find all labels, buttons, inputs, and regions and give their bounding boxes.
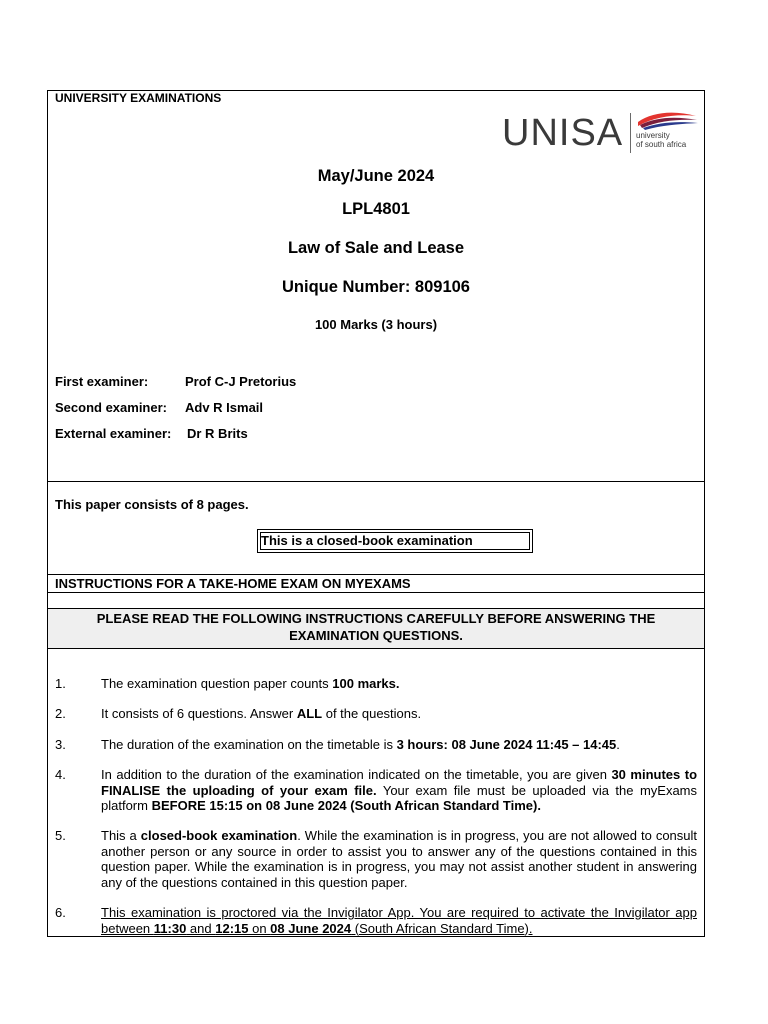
logo-swoosh-icon	[634, 110, 699, 132]
instruction-bold-run: 08 June 2024	[270, 920, 352, 936]
logo-wordmark: UNISA	[502, 112, 624, 154]
instruction-number: 1.	[55, 676, 66, 691]
instruction-run: In addition to the duration of the examination indicated on the timetable, you are given	[101, 767, 612, 782]
read-notice-line1: PLEASE READ THE FOLLOWING INSTRUCTIONS CAREFULLY BEFORE ANSWERING THE	[96, 611, 656, 626]
instruction-bold-run: 3 hours: 08 June 2024 11:45 – 14:45	[396, 737, 617, 752]
instruction-text	[101, 706, 697, 722]
page-count: This paper consists of 8 pages.	[55, 497, 249, 512]
examiner-label: External examiner:	[55, 426, 172, 441]
instruction-run: It consists of 6 questions. Answer	[101, 706, 297, 721]
unisa-logo	[502, 110, 697, 155]
logo-divider	[630, 113, 631, 153]
instruction-bold-run: 100 marks.	[332, 676, 400, 691]
instruction-text	[101, 767, 697, 814]
examiner-label: Second examiner:	[55, 400, 167, 415]
logo-subtitle	[636, 131, 686, 149]
instruction-number: 5.	[55, 828, 66, 843]
header-title: UNIVERSITY EXAMINATIONS	[55, 91, 222, 105]
logo-sub-line2: of south africa	[636, 140, 687, 149]
instruction-bold-run: 12:15	[215, 920, 249, 936]
spacer-box	[47, 592, 705, 609]
instruction-bold-run: 30 minutes to FINALISE the uploading of your exam file.	[101, 767, 698, 798]
instruction-text	[101, 737, 697, 753]
instruction-run: on	[248, 920, 271, 936]
exam-session: May/June 2024	[317, 167, 435, 185]
instruction-run: (South African Standard Time).	[351, 920, 533, 936]
exam-marks: 100 Marks (3 hours)	[314, 317, 438, 332]
read-notice-line2: EXAMINATION QUESTIONS.	[289, 628, 463, 643]
closed-book-label: This is a closed-book examination	[261, 533, 473, 548]
instruction-run: .	[616, 737, 620, 752]
instruction-run: The examination question paper counts	[101, 676, 333, 691]
instruction-number: 4.	[55, 767, 66, 782]
exam-title: Law of Sale and Lease	[287, 239, 465, 257]
instruction-run: and	[186, 920, 216, 936]
instruction-run: of the questions.	[322, 706, 422, 721]
instruction-run: Your exam file must be uploaded via the myExams platform	[101, 782, 698, 813]
read-notice	[48, 610, 704, 644]
instruction-run: . While the examination is in progress, you are not allowed to consult another person or any source in order to assist you to answer any of the questions contained in this question paper. While the examination is in progress, you may not assist another student in answering any of the questions contained in this question paper.	[101, 828, 698, 890]
examiner-name: Dr R Brits	[187, 426, 248, 441]
instruction-bold-run: 11:30	[153, 920, 187, 936]
examiner-name: Adv R Ismail	[185, 400, 264, 415]
instruction-text	[101, 905, 697, 936]
instructions-heading: INSTRUCTIONS FOR A TAKE-HOME EXAM ON MYEXAMS	[55, 576, 411, 591]
instruction-bold-run: ALL	[296, 706, 323, 721]
instruction-run: The duration of the examination on the timetable is	[101, 737, 397, 752]
exam-unique-number: Unique Number: 809106	[282, 278, 470, 296]
logo-sub-line1: university	[636, 131, 670, 140]
instruction-run: This a	[101, 828, 141, 843]
instruction-text	[101, 676, 697, 692]
examiner-label: First examiner:	[55, 374, 149, 389]
instruction-bold-run: closed-book examination	[140, 828, 298, 843]
instruction-text	[101, 828, 697, 890]
instruction-run: This examination is proctored via the Invigilator App. You are required to activate the Invigilator app between	[101, 905, 697, 936]
instruction-number: 6.	[55, 905, 66, 920]
exam-code: LPL4801	[342, 200, 410, 218]
instruction-bold-run: BEFORE 15:15 on 08 June 2024 (South African Standard Time).	[151, 798, 541, 813]
instruction-number: 3.	[55, 737, 66, 752]
closed-book-box	[257, 529, 533, 553]
examiner-name: Prof C-J Pretorius	[185, 374, 297, 389]
instruction-number: 2.	[55, 706, 66, 721]
paper-info-box	[47, 481, 705, 575]
